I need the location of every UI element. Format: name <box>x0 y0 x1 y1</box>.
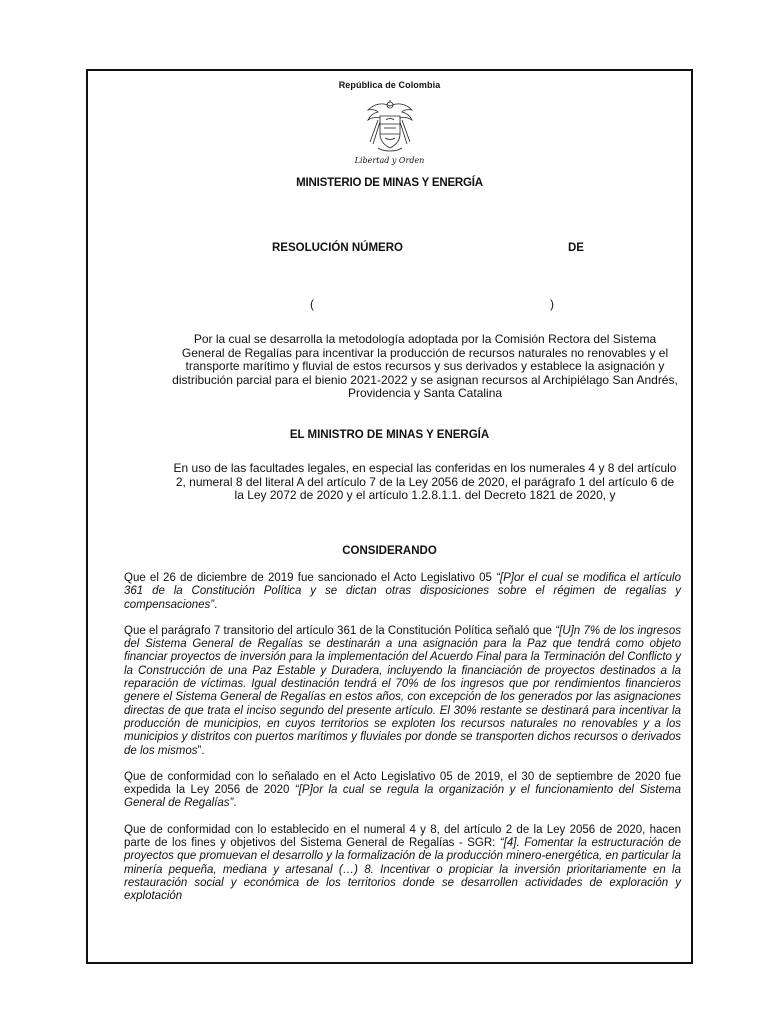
motto-text: Libertad y Orden <box>354 156 425 165</box>
paragraph-lead: Que de conformidad con lo establecido en el numeral 4 y 8, del artículo 2 de la Ley 2056 de 2020, hacen parte de los fines y objetivos del Sistema General de Regalías - SGR: <box>124 823 681 850</box>
paragraph-quote: “[P]or el cual se modifica el artículo 361 de la Constitución Política y se dictan otras disposiciones sobre el régimen de regalías y compensaciones” <box>124 572 681 611</box>
consideration-paragraph <box>124 625 681 758</box>
considerations-body <box>124 572 681 917</box>
consideration-paragraph <box>124 572 681 612</box>
paragraph-lead: Que de conformidad con lo señalado en el Acto Legislativo 05 de 2019, el 30 de septiembre de 2020 fue expedida la Ley 2056 de 2020 <box>124 770 681 797</box>
considerando-heading: CONSIDERANDO <box>342 545 437 557</box>
consideration-paragraph <box>124 771 681 811</box>
coat-of-arms-icon <box>88 98 691 161</box>
minister-heading: EL MINISTRO DE MINAS Y ENERGÍA <box>289 429 490 441</box>
paren-open: ( <box>310 297 314 311</box>
republica-heading: República de Colombia <box>338 80 441 90</box>
legal-faculties-text: En uso de las facultades legales, en especial las conferidas en los numerales 4 y 8 del artículo 2, numeral 8 del literal A del artículo 7 de la Ley 2056 de 2020, el parágrafo 1 del artículo 6 de la Ley 2072 de 2020 y el artículo 1.2.8.1.1. del Decreto 1821 de 2020, y <box>173 461 677 503</box>
paragraph-tail: . <box>233 797 237 810</box>
consideration-paragraph <box>124 824 681 904</box>
paragraph-lead: Que el 26 de diciembre de 2019 fue sancionado el Acto Legislativo 05 <box>124 572 497 584</box>
paragraph-tail: ”. <box>197 744 205 757</box>
resolution-date-label: DE <box>568 242 584 254</box>
resolution-summary: Por la cual se desarrolla la metodología adoptada por la Comisión Rectora del Sistema General de Regalías para incentivar la producción de recursos naturales no renovables y el transporte marítimo y fluvial de estos recursos y sus derivados y establece la asignación y distribución parcial para el bienio 2021-2022 y se asignan recursos al Archipiélago San Andrés, Providencia y Santa Catalina <box>172 332 678 401</box>
document-page <box>86 69 693 964</box>
paren-close: ) <box>550 297 554 311</box>
paragraph-quote: “[P]or la cual se regula la organización y el funcionamiento del Sistema General de Regalías” <box>124 784 681 810</box>
paragraph-lead: Que el parágrafo 7 transitorio del artículo 361 de la Constitución Política señaló que <box>124 624 556 637</box>
paragraph-quote: “[U]n 7% de los ingresos del Sistema General de Regalías se destinarán a una asignación para la Paz que tendrá como objeto financiar proyectos de inversión para la implementación del Acuerdo Final para la Terminación del Conflicto y la Construcción de una Paz Estable y Duradera, incluyendo la financiación de proyectos destinados a la reparación de víctimas. Igual destinación tendrá el 70% de los ingresos que por rendimientos financieros genere el Sistema General de Regalías en estos años, con excepción de los generados por las asignaciones directas de que trata el inciso segundo del presente artículo. El 30% restante se destinará para incentivar la producción de municipios, en cuyos territorios se exploten los recursos naturales no renovables y a los municipios y distritos con puertos marítimos y fluviales por donde se transporten dichos recursos o derivados de los mismos <box>124 624 681 757</box>
paragraph-quote: “[4]. Fomentar la estructuración de proyectos que promuevan el desarrollo y la formalización de la producción minero-energética, en particular la minería pequeña, mediana y artesanal (…) 8. Incentivar o propiciar la inversión prioritariamente en la restauración social y económica de los territorios donde se desarrollen actividades de exploración y explotación <box>124 837 681 903</box>
ministry-heading: MINISTERIO DE MINAS Y ENERGÍA <box>296 177 483 189</box>
paragraph-tail: . <box>214 598 218 611</box>
resolution-number-label: RESOLUCIÓN NÚMERO <box>272 242 403 254</box>
